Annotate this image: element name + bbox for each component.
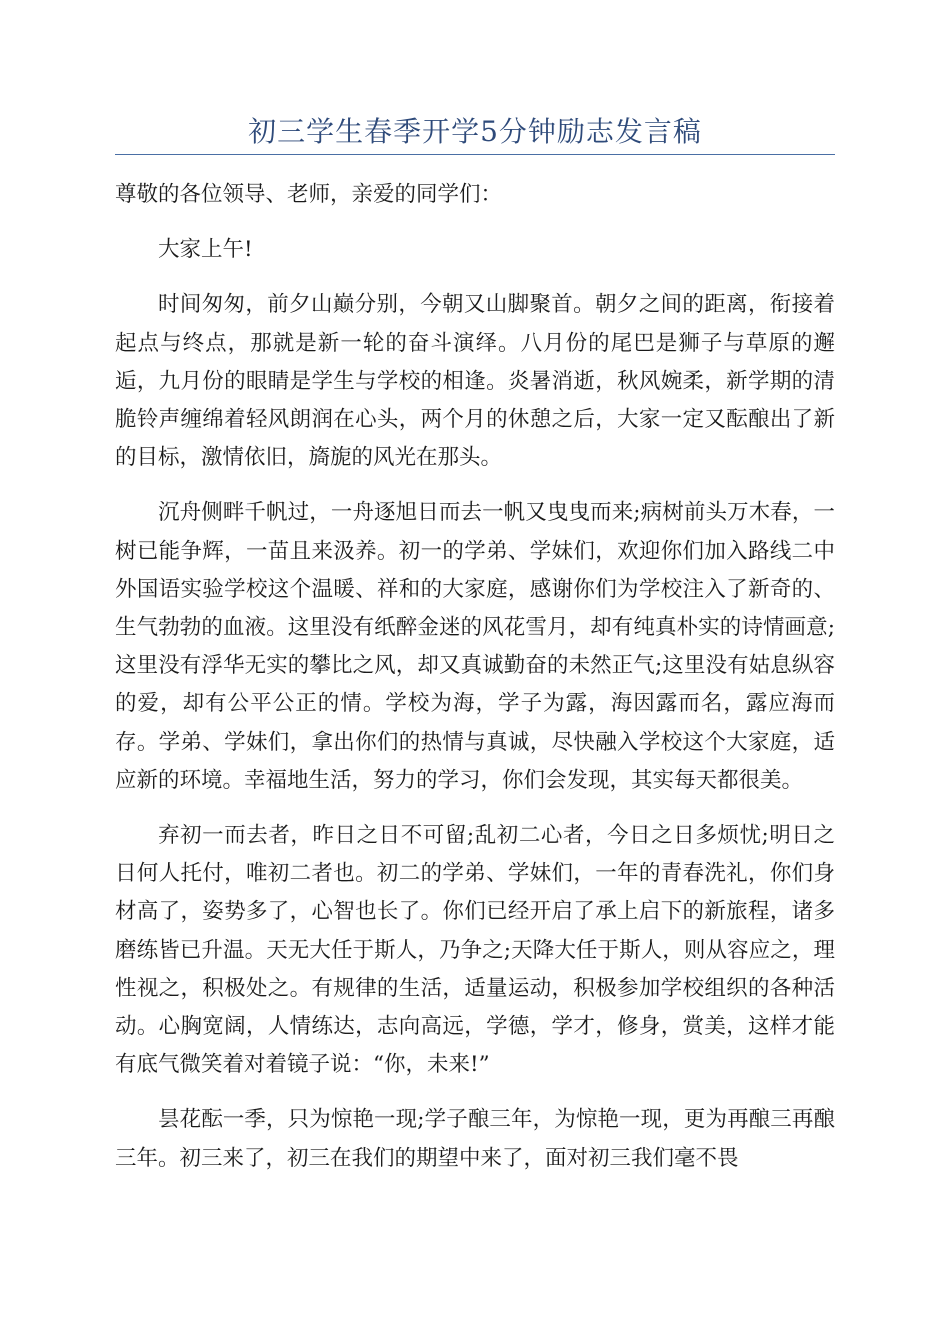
document-title: 初三学生春季开学5分钟励志发言稿 <box>248 115 702 148</box>
paragraph-3: 弃初一而去者，昨日之日不可留;乱初二心者，今日之日多烦忧;明日之日何人托付，唯初二者也。初二的学弟、学妹们，一年的青春洗礼，你们身材高了，姿势多了，心智也长了。你们已经开启了承上启下的新旅程，诸多磨练皆已升温。天无大任于斯人，乃争之;天降大任于斯人，则从容应之，理性视之，积极处之。有规律的生活，适量运动，积极参加学校组织的各种活动。心胸宽阔，人情练达，志向高远，学德，学才，修身，赏美，这样才能有底气微笑着对着镜子说：“你，未来!” <box>115 823 835 1078</box>
paragraph-greeting: 大家上午! <box>158 237 253 263</box>
paragraph-2: 沉舟侧畔千帆过，一舟逐旭日而去一帆又曳曳而来;病树前头万木春，一树已能争辉，一苗且来汲养。初一的学弟、学妹们，欢迎你们加入路线二中外国语实验学校这个温暖、祥和的大家庭，感谢你们为学校注入了新奇的、生气勃勃的血液。这里没有纸醉金迷的风花雪月，却有纯真朴实的诗情画意;这里没有浮华无实的攀比之风，却又真诚勤奋的未然正气;这里没有姑息纵容的爱，却有公平公正的情。学校为海，学子为露，海因露而名，露应海而存。学弟、学妹们，拿出你们的热情与真诚，尽快融入学校这个大家庭，适应新的环境。幸福地生活，努力的学习，你们会发现，其实每天都很美。 <box>115 500 835 793</box>
title-underline <box>115 154 835 155</box>
document-body <box>115 176 835 1195</box>
paragraph-4: 昙花酝一季，只为惊艳一现;学子酿三年，为惊艳一现，更为再酿三再酿三年。初三来了，初三在我们的期望中来了，面对初三我们毫不畏 <box>115 1107 835 1171</box>
paragraph-1: 时间匆匆，前夕山巅分别，今朝又山脚聚首。朝夕之间的距离，衔接着起点与终点，那就是新一轮的奋斗演绎。八月份的尾巴是狮子与草原的邂逅，九月份的眼睛是学生与学校的相逢。炎暑消逝，秋风婉柔，新学期的清脆铃声缠绵着轻风朗润在心头，两个月的休憩之后，大家一定又酝酿出了新的目标，激情依旧，旖旎的风光在那头。 <box>115 292 835 471</box>
salutation: 尊敬的各位领导、老师，亲爱的同学们： <box>115 182 503 207</box>
